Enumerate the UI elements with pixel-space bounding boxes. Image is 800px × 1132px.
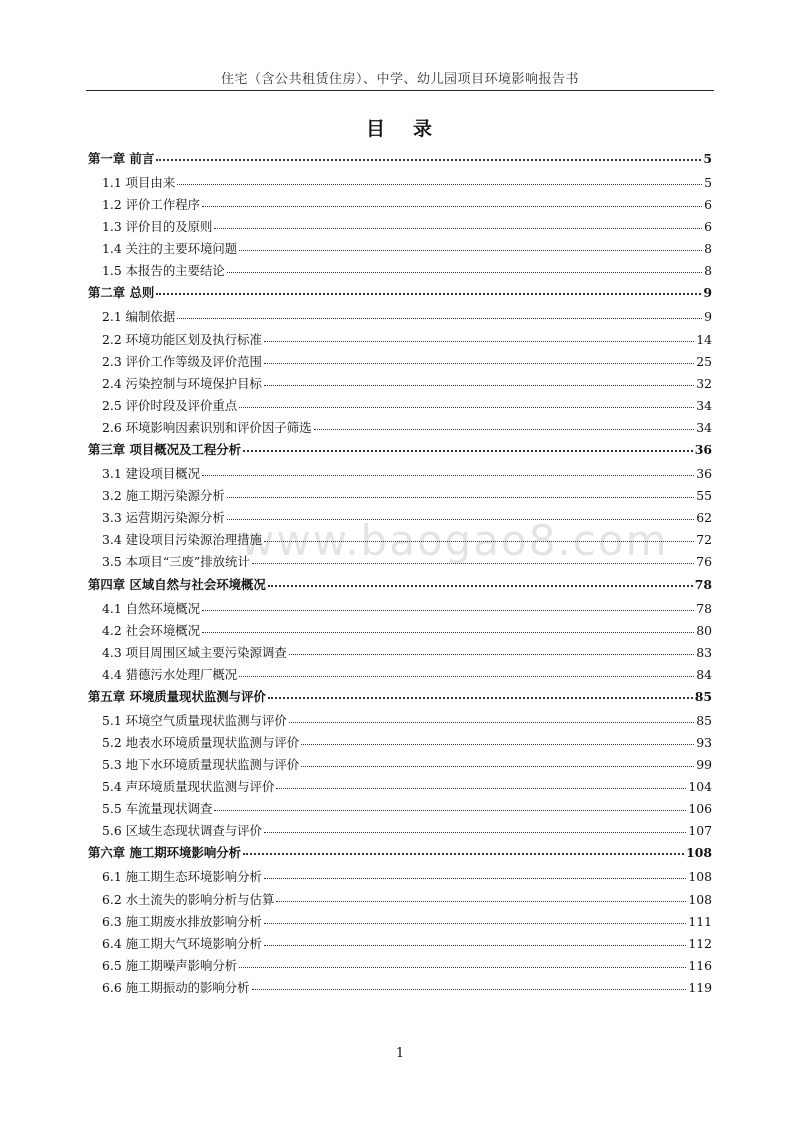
toc-section-entry-page: 85 xyxy=(696,712,712,728)
toc-section-entry-page: 106 xyxy=(688,801,712,817)
toc-section-entry[interactable] xyxy=(88,755,712,774)
toc-section-entry-page: 36 xyxy=(696,466,712,482)
watermark: www.baogao8.com xyxy=(240,516,669,565)
toc-section-entry[interactable] xyxy=(88,912,712,931)
toc-chapter-group xyxy=(88,575,712,684)
toc-section-entry-label: 2.5 评价时段及评价重点 xyxy=(102,397,238,413)
toc-section-entry[interactable] xyxy=(88,934,712,953)
toc-chapter-entry-page: 5 xyxy=(703,151,712,166)
toc-section-entry-page: 93 xyxy=(696,734,712,750)
toc-chapter-entry-label: 第六章 施工期环境影响分析 xyxy=(88,845,242,861)
toc-chapter-entry-label: 第三章 项目概况及工程分析 xyxy=(88,442,242,458)
dot-leader xyxy=(243,440,693,454)
dot-leader xyxy=(239,239,702,253)
dot-leader xyxy=(202,599,694,613)
toc-section-entry-label: 4.1 自然环境概况 xyxy=(102,600,200,616)
dot-leader xyxy=(264,352,694,366)
toc-section-entry-label: 6.5 施工期噪声影响分析 xyxy=(102,957,238,973)
dot-leader xyxy=(301,755,694,769)
dot-leader xyxy=(156,149,701,163)
toc-section-entry[interactable] xyxy=(88,418,712,437)
toc-section-entry[interactable] xyxy=(88,239,712,258)
toc-section-entry[interactable] xyxy=(88,599,712,618)
dot-leader xyxy=(227,508,694,522)
toc-section-entry-label: 1.1 项目由来 xyxy=(102,175,176,190)
dot-leader xyxy=(276,777,686,791)
toc-section-entry[interactable] xyxy=(88,352,712,371)
toc-section-entry[interactable] xyxy=(88,530,712,549)
toc-section-entry-page: 8 xyxy=(704,241,712,257)
toc-section-entry[interactable] xyxy=(88,978,712,997)
toc-section-entry-page: 9 xyxy=(704,309,712,325)
toc-section-entry-page: 6 xyxy=(704,197,712,213)
toc-section-entry-page: 83 xyxy=(696,644,712,660)
dot-leader xyxy=(314,418,695,432)
toc-section-entry-page: 6 xyxy=(704,219,712,235)
toc-section-entry-label: 1.2 评价工作程序 xyxy=(102,197,200,213)
toc-section-entry[interactable] xyxy=(88,665,712,684)
toc-section-entry[interactable] xyxy=(88,867,712,886)
dot-leader xyxy=(156,283,701,297)
table-of-contents xyxy=(88,146,712,1000)
toc-section-entry-page: 99 xyxy=(696,757,712,773)
toc-section-entry[interactable] xyxy=(88,173,712,192)
toc-section-entry-label: 3.2 施工期污染源分析 xyxy=(102,488,225,504)
toc-chapter-entry[interactable] xyxy=(88,440,712,459)
toc-section-entry-label: 5.6 区域生态现状调查与评价 xyxy=(102,823,262,839)
toc-section-entry[interactable] xyxy=(88,195,712,214)
toc-section-entry-page: 72 xyxy=(696,532,712,548)
toc-section-entry-label: 6.2 水土流失的影响分析与估算 xyxy=(102,891,275,907)
toc-chapter-entry[interactable] xyxy=(88,283,712,302)
dot-leader xyxy=(276,890,686,904)
toc-section-entry-page: 8 xyxy=(704,263,712,279)
toc-chapter-group xyxy=(88,440,712,571)
toc-section-entry-page: 108 xyxy=(688,891,712,907)
toc-section-entry-page: 119 xyxy=(688,979,712,995)
dot-leader xyxy=(252,552,694,566)
dot-leader xyxy=(268,575,693,589)
toc-title xyxy=(0,114,800,141)
dot-leader xyxy=(239,956,686,970)
toc-section-entry[interactable] xyxy=(88,799,712,818)
toc-chapter-group xyxy=(88,283,712,436)
toc-section-entry-label: 3.5 本项目“三废”排放统计 xyxy=(102,554,250,570)
toc-section-entry[interactable] xyxy=(88,733,712,752)
toc-section-entry[interactable] xyxy=(88,330,712,349)
dot-leader xyxy=(264,330,694,344)
toc-section-entry[interactable] xyxy=(88,956,712,975)
toc-section-entry[interactable] xyxy=(88,396,712,415)
toc-section-entry-page: 84 xyxy=(696,666,712,682)
running-header: 住宅（含公共租赁住房）、中学、幼儿园项目环境影响报告书 xyxy=(220,72,579,87)
toc-section-entry[interactable] xyxy=(88,374,712,393)
dot-leader xyxy=(202,621,694,635)
toc-section-entry-label: 6.4 施工期大气环境影响分析 xyxy=(102,935,262,951)
dot-leader xyxy=(214,217,702,231)
dot-leader xyxy=(177,307,702,321)
toc-chapter-entry-label: 第四章 区域自然与社会环境概况 xyxy=(88,576,266,592)
dot-leader xyxy=(264,867,686,881)
toc-section-entry[interactable] xyxy=(88,621,712,640)
page-number: 1 xyxy=(395,1046,405,1061)
toc-section-entry-label: 3.4 建设项目污染源治理措施 xyxy=(102,532,262,548)
toc-title-char-1: 目 xyxy=(365,118,387,140)
toc-chapter-entry-page: 108 xyxy=(686,845,712,861)
dot-leader xyxy=(202,195,702,209)
toc-chapter-entry-label: 第一章 前言 xyxy=(88,151,155,166)
dot-leader xyxy=(264,530,694,544)
toc-section-entry-label: 5.3 地下水环境质量现状监测与评价 xyxy=(102,757,300,773)
toc-section-entry-page: 34 xyxy=(696,419,712,435)
toc-chapter-entry-page: 36 xyxy=(694,442,712,458)
toc-section-entry-label: 5.5 车流量现状调查 xyxy=(102,801,213,817)
toc-section-entry-page: 80 xyxy=(696,622,712,638)
toc-chapter-group xyxy=(88,149,712,280)
toc-section-entry-page: 116 xyxy=(688,957,712,973)
toc-section-entry-page: 108 xyxy=(688,869,712,885)
dot-leader xyxy=(239,396,694,410)
toc-chapter-group xyxy=(88,843,712,996)
toc-section-entry-label: 4.2 社会环境概况 xyxy=(102,622,200,638)
dot-leader xyxy=(227,261,702,275)
toc-chapter-entry[interactable] xyxy=(88,149,712,168)
toc-section-entry-page: 76 xyxy=(696,554,712,570)
toc-section-entry-label: 4.4 猎德污水处理厂概况 xyxy=(102,666,238,682)
toc-section-entry[interactable] xyxy=(88,307,712,326)
dot-leader xyxy=(264,912,686,926)
toc-chapter-entry-label: 第二章 总则 xyxy=(88,285,155,301)
toc-section-entry-page: 78 xyxy=(696,600,712,616)
toc-section-entry[interactable] xyxy=(88,890,712,909)
dot-leader xyxy=(289,711,694,725)
toc-section-entry-label: 3.3 运营期污染源分析 xyxy=(102,510,225,526)
toc-section-entry-label: 2.1 编制依据 xyxy=(102,309,176,325)
header-rule xyxy=(86,90,714,91)
toc-section-entry[interactable] xyxy=(88,464,712,483)
toc-section-entry-label: 2.2 环境功能区划及执行标准 xyxy=(102,331,262,347)
toc-chapter-entry-page: 85 xyxy=(694,688,712,704)
toc-section-entry-label: 6.1 施工期生态环境影响分析 xyxy=(102,869,262,885)
toc-section-entry-page: 5 xyxy=(704,175,712,190)
toc-section-entry-label: 5.4 声环境质量现状监测与评价 xyxy=(102,779,275,795)
toc-section-entry-label: 5.1 环境空气质量现状监测与评价 xyxy=(102,712,287,728)
toc-section-entry-label: 3.1 建设项目概况 xyxy=(102,466,200,482)
toc-section-entry-label: 2.3 评价工作等级及评价范围 xyxy=(102,353,262,369)
toc-section-entry-page: 14 xyxy=(696,331,712,347)
toc-chapter-entry[interactable] xyxy=(88,687,712,706)
toc-section-entry-page: 34 xyxy=(696,397,712,413)
toc-chapter-entry[interactable] xyxy=(88,575,712,594)
toc-section-entry[interactable] xyxy=(88,217,712,236)
toc-section-entry-page: 104 xyxy=(688,779,712,795)
toc-section-entry[interactable] xyxy=(88,508,712,527)
toc-section-entry-page: 25 xyxy=(696,353,712,369)
toc-section-entry-label: 2.4 污染控制与环境保护目标 xyxy=(102,375,262,391)
toc-section-entry[interactable] xyxy=(88,777,712,796)
toc-section-entry-label: 1.4 关注的主要环境问题 xyxy=(102,241,238,257)
toc-section-entry[interactable] xyxy=(88,261,712,280)
dot-leader xyxy=(239,665,694,679)
toc-section-entry[interactable] xyxy=(88,486,712,505)
dot-leader xyxy=(252,978,687,992)
toc-chapter-entry-label: 第五章 环境质量现状监测与评价 xyxy=(88,688,266,704)
toc-section-entry-label: 5.2 地表水环境质量现状监测与评价 xyxy=(102,734,300,750)
dot-leader xyxy=(301,733,694,747)
toc-section-entry-page: 111 xyxy=(688,913,712,929)
dot-leader xyxy=(264,934,686,948)
toc-section-entry[interactable] xyxy=(88,643,712,662)
toc-section-entry-page: 62 xyxy=(696,510,712,526)
dot-leader xyxy=(243,843,684,857)
toc-section-entry-label: 2.6 环境影响因素识别和评价因子筛选 xyxy=(102,419,312,435)
dot-leader xyxy=(214,799,686,813)
toc-section-entry[interactable] xyxy=(88,711,712,730)
toc-title-char-2: 录 xyxy=(413,118,435,140)
toc-section-entry-page: 107 xyxy=(688,823,712,839)
dot-leader xyxy=(268,687,693,701)
dot-leader xyxy=(264,821,686,835)
toc-section-entry-label: 6.3 施工期废水排放影响分析 xyxy=(102,913,262,929)
toc-section-entry-page: 55 xyxy=(696,488,712,504)
toc-section-entry-label: 6.6 施工期振动的影响分析 xyxy=(102,979,250,995)
dot-leader xyxy=(289,643,694,657)
toc-chapter-entry-page: 78 xyxy=(694,576,712,592)
dot-leader xyxy=(227,486,694,500)
toc-section-entry-page: 112 xyxy=(688,935,712,951)
dot-leader xyxy=(202,464,694,478)
toc-section-entry-label: 4.3 项目周围区域主要污染源调查 xyxy=(102,644,287,660)
dot-leader xyxy=(177,173,702,187)
toc-chapter-entry-page: 9 xyxy=(703,285,712,301)
toc-chapter-group xyxy=(88,687,712,840)
toc-chapter-entry[interactable] xyxy=(88,843,712,862)
toc-section-entry-label: 1.3 评价目的及原则 xyxy=(102,219,213,235)
toc-section-entry[interactable] xyxy=(88,821,712,840)
toc-section-entry-page: 32 xyxy=(696,375,712,391)
toc-section-entry[interactable] xyxy=(88,552,712,571)
toc-section-entry-label: 1.5 本报告的主要结论 xyxy=(102,263,225,279)
dot-leader xyxy=(264,374,694,388)
